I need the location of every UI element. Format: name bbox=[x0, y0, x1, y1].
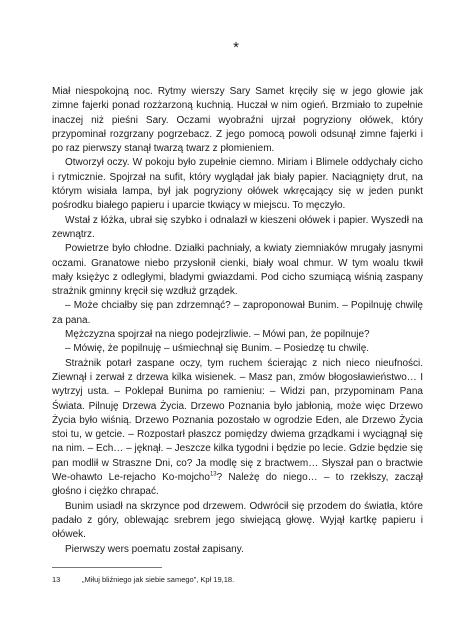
paragraph: Mężczyzna spojrzał na niego podejrzliwie. – Mówi pan, że popilnuje? bbox=[65, 329, 370, 341]
paragraph: Powietrze było chłodne. Działki pachniały, a kwiaty ziemniaków mrugały jasnymi oczami. Granatowe niebo przysłonił cienki, biały woal chmur. W tym woalu tkwił mały księżyc z odległymi, bladymi gwiazdami. Pod cicho szumiącą wiśnią zaspany strażnik gminny kręcił się wzdłuż grządek. bbox=[52, 243, 423, 298]
paragraph: – Mówię, że popilnuję – uśmiechnął się Bunim. – Posiedzę tu chwilę. bbox=[65, 343, 370, 355]
paragraph: Pierwszy wers poematu został zapisany. bbox=[65, 543, 244, 555]
paragraph-text: Strażnik potarł zaspane oczy, tym ruchem ścierając z nich nieco nieufności. Ziewnął i zerwał z drzewa kilka wisienek. – Masz pan, zmów błogosławieństwo… I wytrzyj usta. – Poklepał Bunima po ramieniu: – Widzi pan, przypominam Pana Świata. Pilnuję Drzewa Życia. Drzewo Poznania było jabłonią, może więc Drzewo Życia było wiśnią. Drzewo Poznania pozostało w ogrodzie Eden, ale Drzewo Życia stoi tu, w getcie. – Rozpostarł płaszcz pomiędzy dwiema grządkami i wyciągnął się na nim. – Ech… – jęknął. – Jeszcze kilka tygodni i będzie po lecie. Gdzie będzie się pan modlił w Straszne Dni, co? Ja modlę się z bractwem… Słyszał pan o bractwie We-ohawto Le-rejacho Ko-mojcho bbox=[52, 357, 423, 484]
body-text bbox=[52, 85, 423, 557]
paragraph-with-footnote bbox=[52, 357, 423, 500]
footnote-divider bbox=[52, 567, 162, 568]
paragraph: Miał niespokojną noc. Rytmy wierszy Sary Samet kręciły się w jego głowie jak zimne fajerki ponad rozżarzoną kuchnią. Huczał w nim ogień. Brzmiało to zupełnie inaczej niż pieśni Sary. Oczami wyobraźni ujrzał pogryziony ołówek, który przypominał rozgrzany pogrzebacz. Z jego pomocą powoli odsunął zimne fajerki i po raz pierwszy stanął twarzą twarz z płomieniem. bbox=[52, 86, 423, 155]
section-separator: * bbox=[233, 39, 239, 56]
footnote-reference[interactable]: 13 bbox=[209, 471, 217, 478]
footnote bbox=[52, 575, 423, 585]
paragraph: Bunim usiadł na skrzynce pod drzewem. Odwrócił się przodem do światła, które padało z góry, oblewając srebrem jego siwiejącą głowę. Wyjął kartkę papieru i ołówek. bbox=[52, 500, 423, 541]
paragraph: – Może chciałby się pan zdrzemnąć? – zaproponował Bunim. – Popilnuję chwilę za pana. bbox=[52, 300, 423, 326]
paragraph: Otworzył oczy. W pokoju było zupełnie ciemno. Miriam i Blimele oddychały cicho i rytmicznie. Spojrzał na sufit, który wyglądał jak biały papier. Naciągnięty drut, na którym wisiała lampa, był jak pogryziony ołówek wkręcający się w jeden punkt pośrodku białego papieru i uparcie tkwiący w miejscu. To męczyło. bbox=[52, 157, 423, 212]
footnote-number: 13 bbox=[52, 575, 61, 584]
paragraph-text-tail: ? Należę do niego… – to rzekłszy, zaczął głośno i ciężko chrapać. bbox=[52, 472, 423, 498]
footnote-text: „Miłuj bliźniego jak siebie samego”, Kpł 19,18. bbox=[82, 575, 235, 584]
paragraph: Wstał z łóżka, ubrał się szybko i odnalazł w kieszeni ołówek i papier. Wyszedł na zewnątrz. bbox=[52, 214, 423, 240]
